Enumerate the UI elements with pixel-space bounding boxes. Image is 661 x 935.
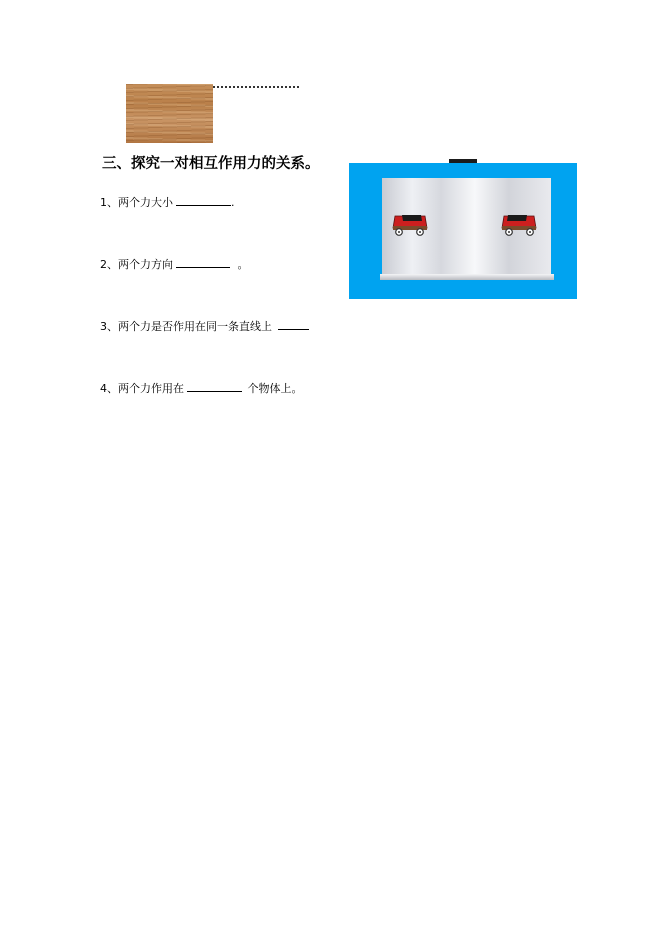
- answer-blank[interactable]: [187, 380, 242, 392]
- question-number: 3: [100, 320, 107, 333]
- answer-blank[interactable]: [176, 256, 230, 268]
- question-2: [100, 256, 249, 272]
- answer-blank[interactable]: [278, 318, 309, 330]
- question-number: 4: [100, 382, 107, 395]
- question-1: [100, 194, 235, 210]
- question-text: 、两个力作用在: [107, 382, 184, 395]
- question-3: [100, 318, 309, 334]
- cart-left-icon: [391, 212, 429, 238]
- section-heading: 三、探究一对相互作用力的关系。: [102, 156, 320, 172]
- question-text: 、两个力大小: [107, 196, 173, 209]
- wood-block-image: [126, 84, 213, 143]
- answer-blank[interactable]: [176, 194, 231, 206]
- scene-top-mark: [449, 159, 477, 163]
- question-number: 2: [100, 258, 107, 271]
- question-text: 、两个力方向: [107, 258, 173, 271]
- question-suffix: .: [231, 196, 235, 209]
- question-number: 1: [100, 196, 107, 209]
- dotted-line: [213, 86, 299, 88]
- question-suffix: 。: [234, 258, 249, 271]
- question-4: [100, 380, 303, 396]
- question-text: 、两个力是否作用在同一条直线上: [107, 320, 272, 333]
- question-suffix: 个物体上。: [244, 382, 303, 395]
- cart-right-icon: [500, 212, 538, 238]
- glass-plate-edge: [380, 274, 554, 280]
